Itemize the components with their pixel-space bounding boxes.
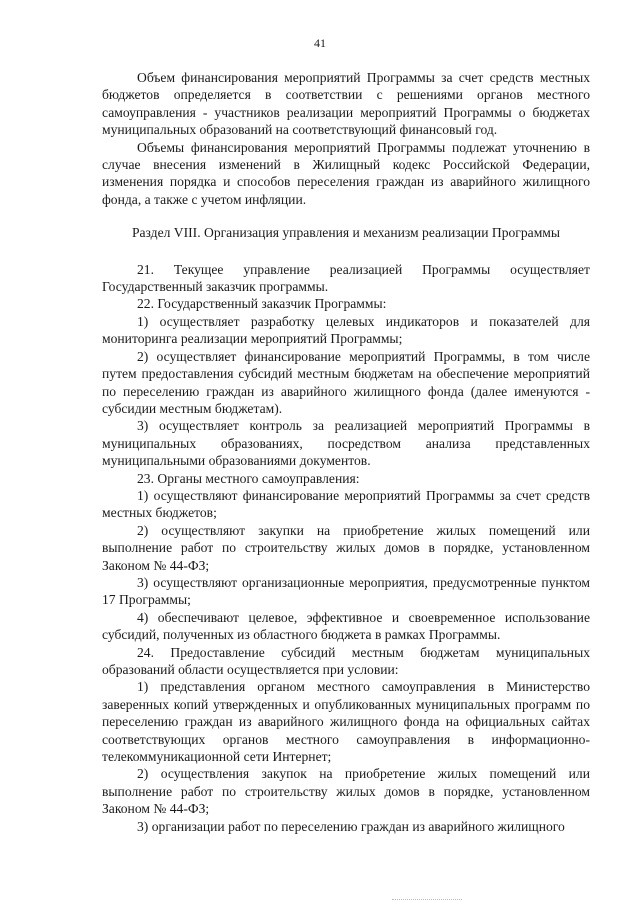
paragraph: 2) осуществления закупок на приобретение жилых помещений или выполнение работ по строительству жилых домов в порядке, установленном Законом № 44-ФЗ; <box>102 766 590 817</box>
paragraph: 2) осуществляют закупки на приобретение жилых помещений или выполнение работ по строительству жилых домов в порядке, установленном Законом № 44-ФЗ; <box>102 522 590 573</box>
paragraph: 4) обеспечивают целевое, эффективное и своевременное использование субсидий, полученных из областного бюджета в рамках Программы. <box>102 609 590 643</box>
paragraph: 3) осуществляют организационные мероприятия, предусмотренные пунктом 17 Программы; <box>102 574 590 608</box>
paragraph: 1) осуществляют финансирование мероприятий Программы за счет средств местных бюджетов; <box>102 487 590 521</box>
paragraph: 21. Текущее управление реализацией Программы осуществляет Государственный заказчик программы. <box>102 261 590 295</box>
page-number: 41 <box>314 36 326 50</box>
section-heading: Раздел VIII. Организация управления и механизм реализации Программы <box>131 225 561 241</box>
paragraph: 24. Предоставление субсидий местным бюджетам муниципальных образований области осуществляется при условии: <box>102 644 590 677</box>
paragraph: 23. Органы местного самоуправления: <box>137 470 360 486</box>
paragraph: 22. Государственный заказчик Программы: <box>137 296 387 312</box>
paragraph: 3) организации работ по переселению граждан из аварийного жилищного <box>137 818 565 834</box>
paragraph: 1) осуществляет разработку целевых индикаторов и показателей для мониторинга реализации мероприятий Программы; <box>102 313 590 347</box>
paragraph: Объемы финансирования мероприятий Программы подлежат уточнению в случае внесения изменений в Жилищный кодекс Российской Федерации, изменения порядка и способов переселения граждан из аварийного жилищного фонда, а также с учетом инфляции. <box>102 139 590 207</box>
paragraph: 1) представления органом местного самоуправления в Министерство заверенных копий утвержденных и опубликованных муниципальных программ по переселению граждан из аварийного жилищного фонда на официальных сайтах соответствующих органов местного самоуправления в информационно-телекоммуникационной сети Интернет; <box>102 679 590 765</box>
paragraph: 3) осуществляет контроль за реализацией мероприятий Программы в муниципальных образованиях, посредством анализа представленных муниципальными образованиями документов. <box>102 418 590 469</box>
page-body <box>102 69 590 835</box>
footer-scan-mark <box>392 899 462 901</box>
paragraph: 2) осуществляет финансирование мероприятий Программы, в том числе путем предоставления субсидий местным бюджетам на обеспечение мероприятий по переселению граждан из аварийного жилищного фонда (далее именуются - субсидии местным бюджетам). <box>102 348 590 416</box>
paragraph: Объем финансирования мероприятий Программы за счет средств местных бюджетов определяется в соответствии с решениями органов местного самоуправления - участников реализации мероприятий Программы о бюджетах муниципальных образований на соответствующий финансовый год. <box>102 70 590 138</box>
